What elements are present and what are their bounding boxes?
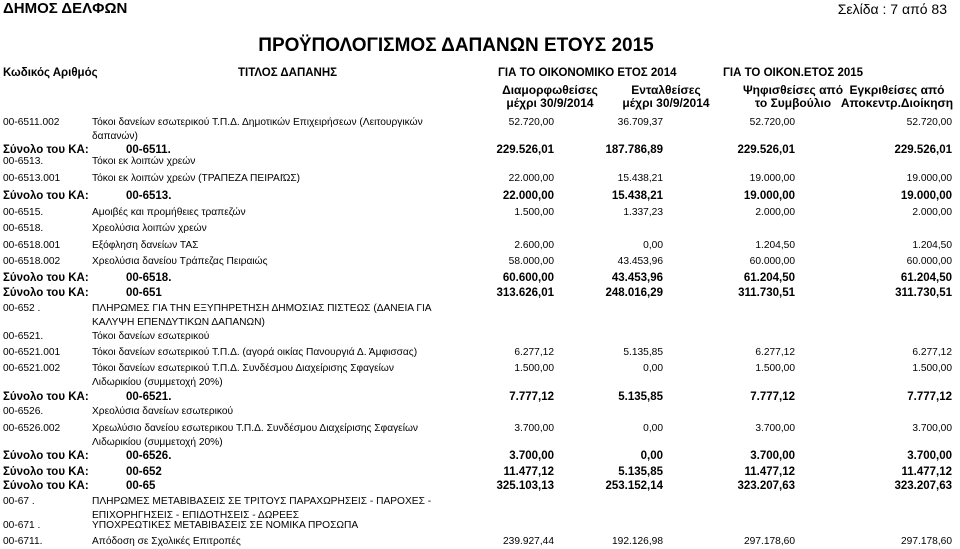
subtotal-label: Σύνολο του ΚΑ: [3,391,89,403]
value-voted: 2.000,00 [755,207,795,218]
subtotal-code: 00-652 [126,466,162,478]
value-voted: 1.500,00 [755,363,795,374]
value-voted: 60.000,00 [749,256,795,267]
value-approved: 229.526,01 [894,144,952,156]
row-description: Απόδοση σε Σχολικές Επιτροπές [92,536,241,547]
value-approved: 323.207,63 [894,480,952,492]
value-voted: 6.277,12 [755,347,795,358]
value-approved: 311.730,51 [895,287,952,299]
value-shaped: 3.700,00 [509,450,554,462]
column-header-approved-line2: Αποκεντρ.Διοίκηση [840,96,954,110]
row-description: Χρεολύσια δανείου Τράπεζας Πειραιώς [92,256,268,267]
value-shaped: 7.777,12 [509,391,554,403]
value-voted: 19.000,00 [743,190,795,202]
column-header-voted-line2: το Συμβούλιο [754,96,832,110]
value-approved: 297.178,60 [901,536,952,547]
subtotal-label: Σύνολο του ΚΑ: [3,450,89,462]
value-shaped: 1.500,00 [514,363,554,374]
value-ordered: 43.453,96 [617,256,663,267]
column-header-econ-2015: ΓΙΑ ΤΟ ΟΙΚΟΝ.ΕΤΟΣ 2015 [723,67,864,79]
subtotal-row [0,189,960,203]
row-description: Χρεολύσια δανείων εσωτερικού [92,406,234,417]
value-voted: 311.730,51 [738,287,795,299]
value-approved: 6.277,12 [912,347,952,358]
subtotal-label: Σύνολο του ΚΑ: [3,272,89,284]
row-description: Τόκοι εκ λοιπών χρεών (ΤΡΑΠΕΖΑ ΠΕΙΡΑΙΏΣ) [92,173,301,184]
row-code: 00-6513. [3,156,44,167]
table-row [0,239,960,253]
value-shaped: 52.720,00 [508,117,554,128]
column-header-approved [836,84,958,110]
row-code: 00-6526.002 [3,423,61,434]
subtotal-row [0,465,960,479]
document-title: ΠΡΟΫΠΟΛΟΓΙΣΜΟΣ ΔΑΠΑΝΩΝ ΕΤΟΥΣ 2015 [258,35,654,56]
row-description-cont: Λιδωρικίου (συμμετοχή 20%) [92,377,223,388]
table-row [0,302,960,330]
subtotal-code: 00-651 [126,287,162,299]
value-ordered: 5.135,85 [618,466,663,478]
subtotal-row [0,271,960,285]
value-voted: 297.178,60 [744,536,795,547]
value-ordered: 0,00 [643,363,663,374]
row-code: 00-6518.001 [3,240,61,251]
row-description: Αμοιβές και προμήθειες τραπεζών [92,207,246,218]
subtotal-code: 00-6511. [126,144,171,156]
column-header-title: ΤΙΤΛΟΣ ΔΑΠΑΝΗΣ [238,67,338,79]
value-voted: 11.477,12 [744,466,795,478]
table-row [0,172,960,186]
row-description: Τόκοι εκ λοιπών χρεών [92,156,196,167]
value-voted: 7.777,12 [750,391,795,403]
row-code: 00-67 . [3,496,35,507]
subtotal-label: Σύνολο του ΚΑ: [3,190,89,202]
row-description: ΠΛΗΡΩΜΕΣ ΓΙΑ ΤΗΝ ΕΞΥΠΗΡΕΤΗΣΗ ΔΗΜΟΣΙΑΣ ΠΙΣΤΕΩΣ (ΔΑΝΕΙΑ ΓΙΑ [92,303,432,314]
value-ordered: 187.786,89 [605,144,663,156]
value-approved: 2.000,00 [912,207,952,218]
row-code: 00-6526. [3,406,44,417]
row-description: Τόκοι δανείων εσωτερικού Τ.Π.Δ. (αγορά οικίας Πανουργιά Δ. Άμφισσας) [92,347,418,358]
table-row [0,330,960,344]
row-code: 00-671 . [3,520,41,531]
value-voted: 61.204,50 [743,272,795,284]
table-row [0,535,960,549]
value-shaped: 22.000,00 [502,190,554,202]
table-row [0,116,960,144]
subtotal-row [0,286,960,300]
row-description: Τόκοι δανείων εσωτερικού [92,331,210,342]
row-code: 00-652 . [3,303,41,314]
value-ordered: 15.438,21 [611,190,663,202]
value-ordered: 248.016,29 [605,287,663,299]
value-ordered: 36.709,37 [617,117,663,128]
row-code: 00-6521.002 [3,363,61,374]
row-description: ΠΛΗΡΩΜΕΣ ΜΕΤΑΒΙΒΑΣΕΙΣ ΣΕ ΤΡΙΤΟΥΣ ΠΑΡΑΧΩΡΗΣΕΙΣ - ΠΑΡΟΧΕΣ - [92,496,432,507]
page-number: Σελίδα : 7 από 83 [837,1,947,17]
row-description: ΥΠΟΧΡΕΩΤΙΚΕΣ ΜΕΤΑΒΙΒΑΣΕΙΣ ΣΕ ΝΟΜΙΚΑ ΠΡΟΣΩΠΑ [92,520,359,531]
value-voted: 3.700,00 [755,423,795,434]
table-row [0,206,960,220]
row-description-cont: Λιδωρικίου (συμμετοχή 20%) [92,437,223,448]
value-ordered: 0,00 [643,240,663,251]
row-description: Χρεωλύσιο δανείου εσωτερικου Τ.Π.Δ. Συνδέσμου Διαχείρισης Σφαγείων [92,423,419,434]
subtotal-code: 00-6521. [126,391,172,403]
value-shaped: 1.500,00 [514,207,554,218]
value-ordered: 1.337,23 [623,207,663,218]
row-description-cont: ΚΑΛΥΨΗ ΕΠΕΝΔΥΤΙΚΩΝ ΔΑΠΑΝΩΝ) [92,317,265,328]
value-voted: 229.526,01 [737,144,795,156]
value-shaped: 229.526,01 [496,144,554,156]
table-row [0,346,960,360]
row-description-cont: δαπανών) [92,131,138,142]
row-code: 00-6513.001 [3,173,61,184]
subtotal-label: Σύνολο του ΚΑ: [3,466,89,478]
value-voted: 1.204,50 [755,240,795,251]
row-code: 00-6515. [3,207,44,218]
column-header-shaped-line2: μέχρι 30/9/2014 [506,96,594,110]
value-approved: 1.500,00 [912,363,952,374]
subtotal-label: Σύνολο του ΚΑ: [3,480,89,492]
row-description: Τόκοι δανείων εσωτερικού Τ.Π.Δ. Δημοτικών Επιχειρήσεων (Λειτουργικών [92,117,423,128]
row-description-cont: ΕΠΙΧΟΡΗΓΗΣΕΙΣ - ΕΠΙΔΟΤΗΣΕΙΣ - ΔΩΡΕΕΣ [92,510,299,521]
subtotal-label: Σύνολο του ΚΑ: [3,287,89,299]
column-header-ordered-line2: μέχρι 30/9/2014 [622,96,710,110]
row-description: Τόκοι δανείων εσωτερικού Τ.Π.Δ. Συνδέσμου Διαχείρισης Σφαγείων [92,363,394,374]
row-code: 00-6521. [3,331,44,342]
value-shaped: 22.000,00 [508,173,554,184]
value-shaped: 11.477,12 [503,466,554,478]
column-header-econ-2014: ΓΙΑ ΤΟ ΟΙΚΟΝΟΜΙΚΟ ΕΤΟΣ 2014 [498,67,677,79]
value-shaped: 2.600,00 [514,240,554,251]
column-header-voted-line1: Ψηφισθείσες από [742,83,844,97]
value-ordered: 43.453,96 [611,272,663,284]
value-ordered: 253.152,14 [605,480,663,492]
column-header-approved-line1: Εγκριθείσες από [849,83,945,97]
subtotal-code: 00-6526. [126,450,172,462]
row-code: 00-6518.002 [3,256,61,267]
subtotal-code: 00-6513. [126,190,172,202]
table-row [0,155,960,169]
subtotal-code: 00-65 [126,480,156,492]
value-approved: 61.204,50 [900,272,952,284]
value-approved: 19.000,00 [906,173,952,184]
value-approved: 11.477,12 [901,466,952,478]
table-row [0,405,960,419]
table-row [0,422,960,450]
value-ordered: 15.438,21 [617,173,663,184]
value-approved: 7.777,12 [907,391,952,403]
row-code: 00-6511.002 [3,117,60,128]
row-code: 00-6711. [3,536,43,547]
value-shaped: 6.277,12 [514,347,554,358]
table-row [0,222,960,236]
value-approved: 19.000,00 [900,190,952,202]
column-header-ordered-line1: Ενταλθείσες [631,83,701,97]
value-shaped: 3.700,00 [514,423,554,434]
subtotal-row [0,390,960,404]
value-approved: 60.000,00 [906,256,952,267]
subtotal-row [0,449,960,463]
table-row [0,519,960,533]
value-voted: 52.720,00 [749,117,795,128]
column-header-shaped-line1: Διαμορφωθείσες [502,83,598,97]
subtotal-row [0,479,960,493]
row-code: 00-6518. [3,223,44,234]
row-description: Εξόφληση δανείων ΤΑΣ [92,240,199,251]
value-voted: 19.000,00 [749,173,795,184]
municipality-name: ΔΗΜΟΣ ΔΕΛΦΩΝ [3,0,128,17]
value-approved: 3.700,00 [912,423,952,434]
value-shaped: 58.000,00 [508,256,554,267]
value-shaped: 60.600,00 [502,272,554,284]
subtotal-code: 00-6518. [126,272,172,284]
subtotal-label: Σύνολο του ΚΑ: [3,144,89,156]
column-header-code: Κωδικός Αριθμός [3,67,98,79]
value-ordered: 192.126,98 [612,536,663,547]
table-row [0,255,960,269]
table-row [0,362,960,390]
value-ordered: 0,00 [640,450,663,462]
row-code: 00-6521.001 [3,347,61,358]
value-approved: 1.204,50 [912,240,952,251]
value-ordered: 5.135,85 [623,347,663,358]
value-approved: 3.700,00 [907,450,952,462]
value-shaped: 325.103,13 [496,480,554,492]
value-ordered: 5.135,85 [618,391,663,403]
column-header-ordered [596,84,736,110]
row-description: Χρεολύσια λοιπών χρεών [92,223,207,234]
value-voted: 3.700,00 [750,450,795,462]
value-voted: 323.207,63 [737,480,795,492]
value-ordered: 0,00 [643,423,663,434]
value-shaped: 239.927,44 [503,536,554,547]
value-approved: 52.720,00 [906,117,952,128]
value-shaped: 313.626,01 [496,287,554,299]
